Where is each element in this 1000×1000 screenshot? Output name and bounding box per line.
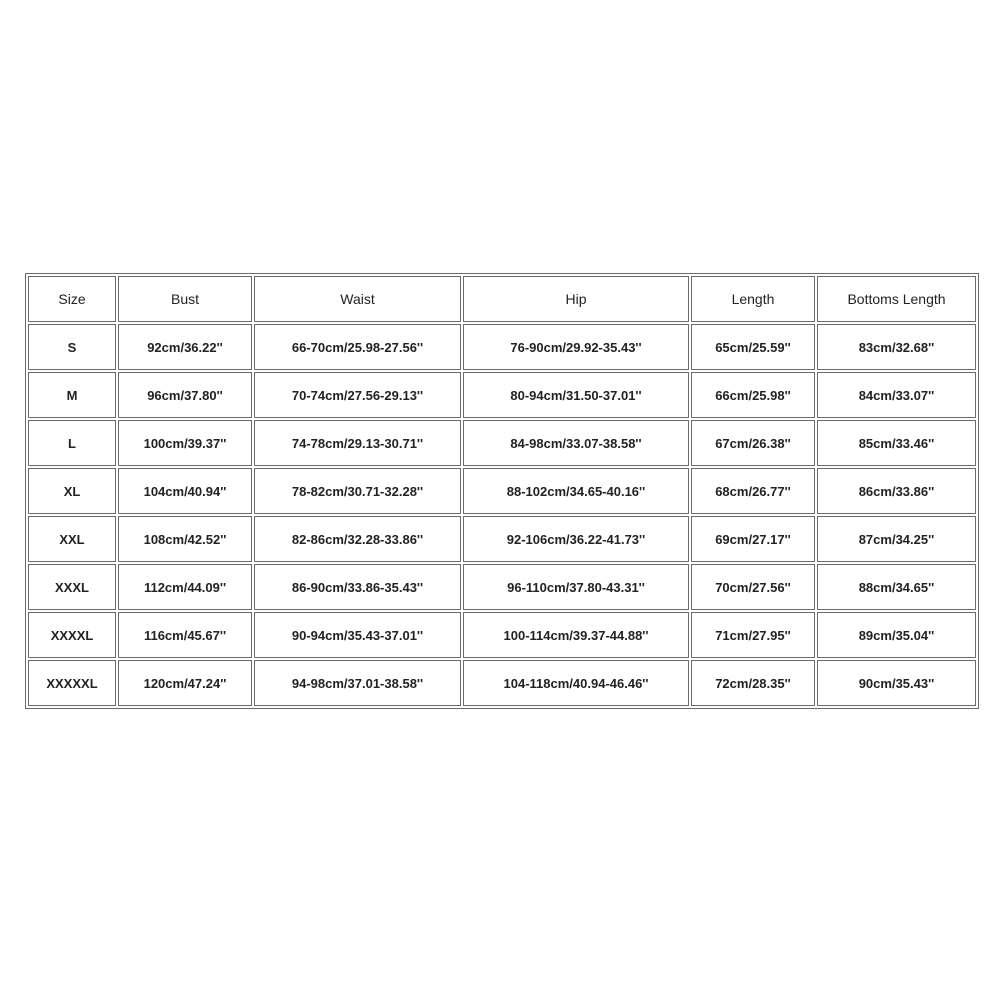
bottoms-length-cell: 87cm/34.25'' — [817, 516, 976, 562]
bust-cell: 116cm/45.67'' — [118, 612, 252, 658]
table-row — [28, 516, 976, 562]
bottoms-length-cell: 84cm/33.07'' — [817, 372, 976, 418]
header-length: Length — [691, 276, 815, 322]
waist-cell: 94-98cm/37.01-38.58'' — [254, 660, 461, 706]
waist-cell: 82-86cm/32.28-33.86'' — [254, 516, 461, 562]
length-cell: 68cm/26.77'' — [691, 468, 815, 514]
hip-cell: 96-110cm/37.80-43.31'' — [463, 564, 689, 610]
length-cell: 66cm/25.98'' — [691, 372, 815, 418]
hip-cell: 84-98cm/33.07-38.58'' — [463, 420, 689, 466]
size-chart-table — [25, 273, 979, 709]
bottoms-length-cell: 88cm/34.65'' — [817, 564, 976, 610]
length-cell: 70cm/27.56'' — [691, 564, 815, 610]
bottoms-length-cell: 90cm/35.43'' — [817, 660, 976, 706]
size-cell: XXXXL — [28, 612, 116, 658]
hip-cell: 88-102cm/34.65-40.16'' — [463, 468, 689, 514]
hip-cell: 104-118cm/40.94-46.46'' — [463, 660, 689, 706]
waist-cell: 70-74cm/27.56-29.13'' — [254, 372, 461, 418]
table-row — [28, 564, 976, 610]
bust-cell: 100cm/39.37'' — [118, 420, 252, 466]
length-cell: 71cm/27.95'' — [691, 612, 815, 658]
length-cell: 67cm/26.38'' — [691, 420, 815, 466]
bottoms-length-cell: 86cm/33.86'' — [817, 468, 976, 514]
hip-cell: 100-114cm/39.37-44.88'' — [463, 612, 689, 658]
bottoms-length-cell: 89cm/35.04'' — [817, 612, 976, 658]
header-hip: Hip — [463, 276, 689, 322]
size-cell: L — [28, 420, 116, 466]
length-cell: 65cm/25.59'' — [691, 324, 815, 370]
table-row — [28, 612, 976, 658]
table-row — [28, 420, 976, 466]
header-bottoms-length: Bottoms Length — [817, 276, 976, 322]
length-cell: 69cm/27.17'' — [691, 516, 815, 562]
header-waist: Waist — [254, 276, 461, 322]
waist-cell: 78-82cm/30.71-32.28'' — [254, 468, 461, 514]
bust-cell: 104cm/40.94'' — [118, 468, 252, 514]
header-bust: Bust — [118, 276, 252, 322]
table-row — [28, 468, 976, 514]
size-cell: XXL — [28, 516, 116, 562]
hip-cell: 92-106cm/36.22-41.73'' — [463, 516, 689, 562]
table-row — [28, 660, 976, 706]
bust-cell: 92cm/36.22'' — [118, 324, 252, 370]
bust-cell: 96cm/37.80'' — [118, 372, 252, 418]
hip-cell: 76-90cm/29.92-35.43'' — [463, 324, 689, 370]
hip-cell: 80-94cm/31.50-37.01'' — [463, 372, 689, 418]
size-cell: S — [28, 324, 116, 370]
size-cell: XL — [28, 468, 116, 514]
waist-cell: 66-70cm/25.98-27.56'' — [254, 324, 461, 370]
waist-cell: 86-90cm/33.86-35.43'' — [254, 564, 461, 610]
waist-cell: 74-78cm/29.13-30.71'' — [254, 420, 461, 466]
table-row — [28, 372, 976, 418]
bottoms-length-cell: 83cm/32.68'' — [817, 324, 976, 370]
bust-cell: 112cm/44.09'' — [118, 564, 252, 610]
header-size: Size — [28, 276, 116, 322]
bust-cell: 108cm/42.52'' — [118, 516, 252, 562]
size-cell: M — [28, 372, 116, 418]
size-cell: XXXL — [28, 564, 116, 610]
header-row — [28, 276, 976, 322]
size-cell: XXXXXL — [28, 660, 116, 706]
bust-cell: 120cm/47.24'' — [118, 660, 252, 706]
length-cell: 72cm/28.35'' — [691, 660, 815, 706]
waist-cell: 90-94cm/35.43-37.01'' — [254, 612, 461, 658]
table-row — [28, 324, 976, 370]
bottoms-length-cell: 85cm/33.46'' — [817, 420, 976, 466]
